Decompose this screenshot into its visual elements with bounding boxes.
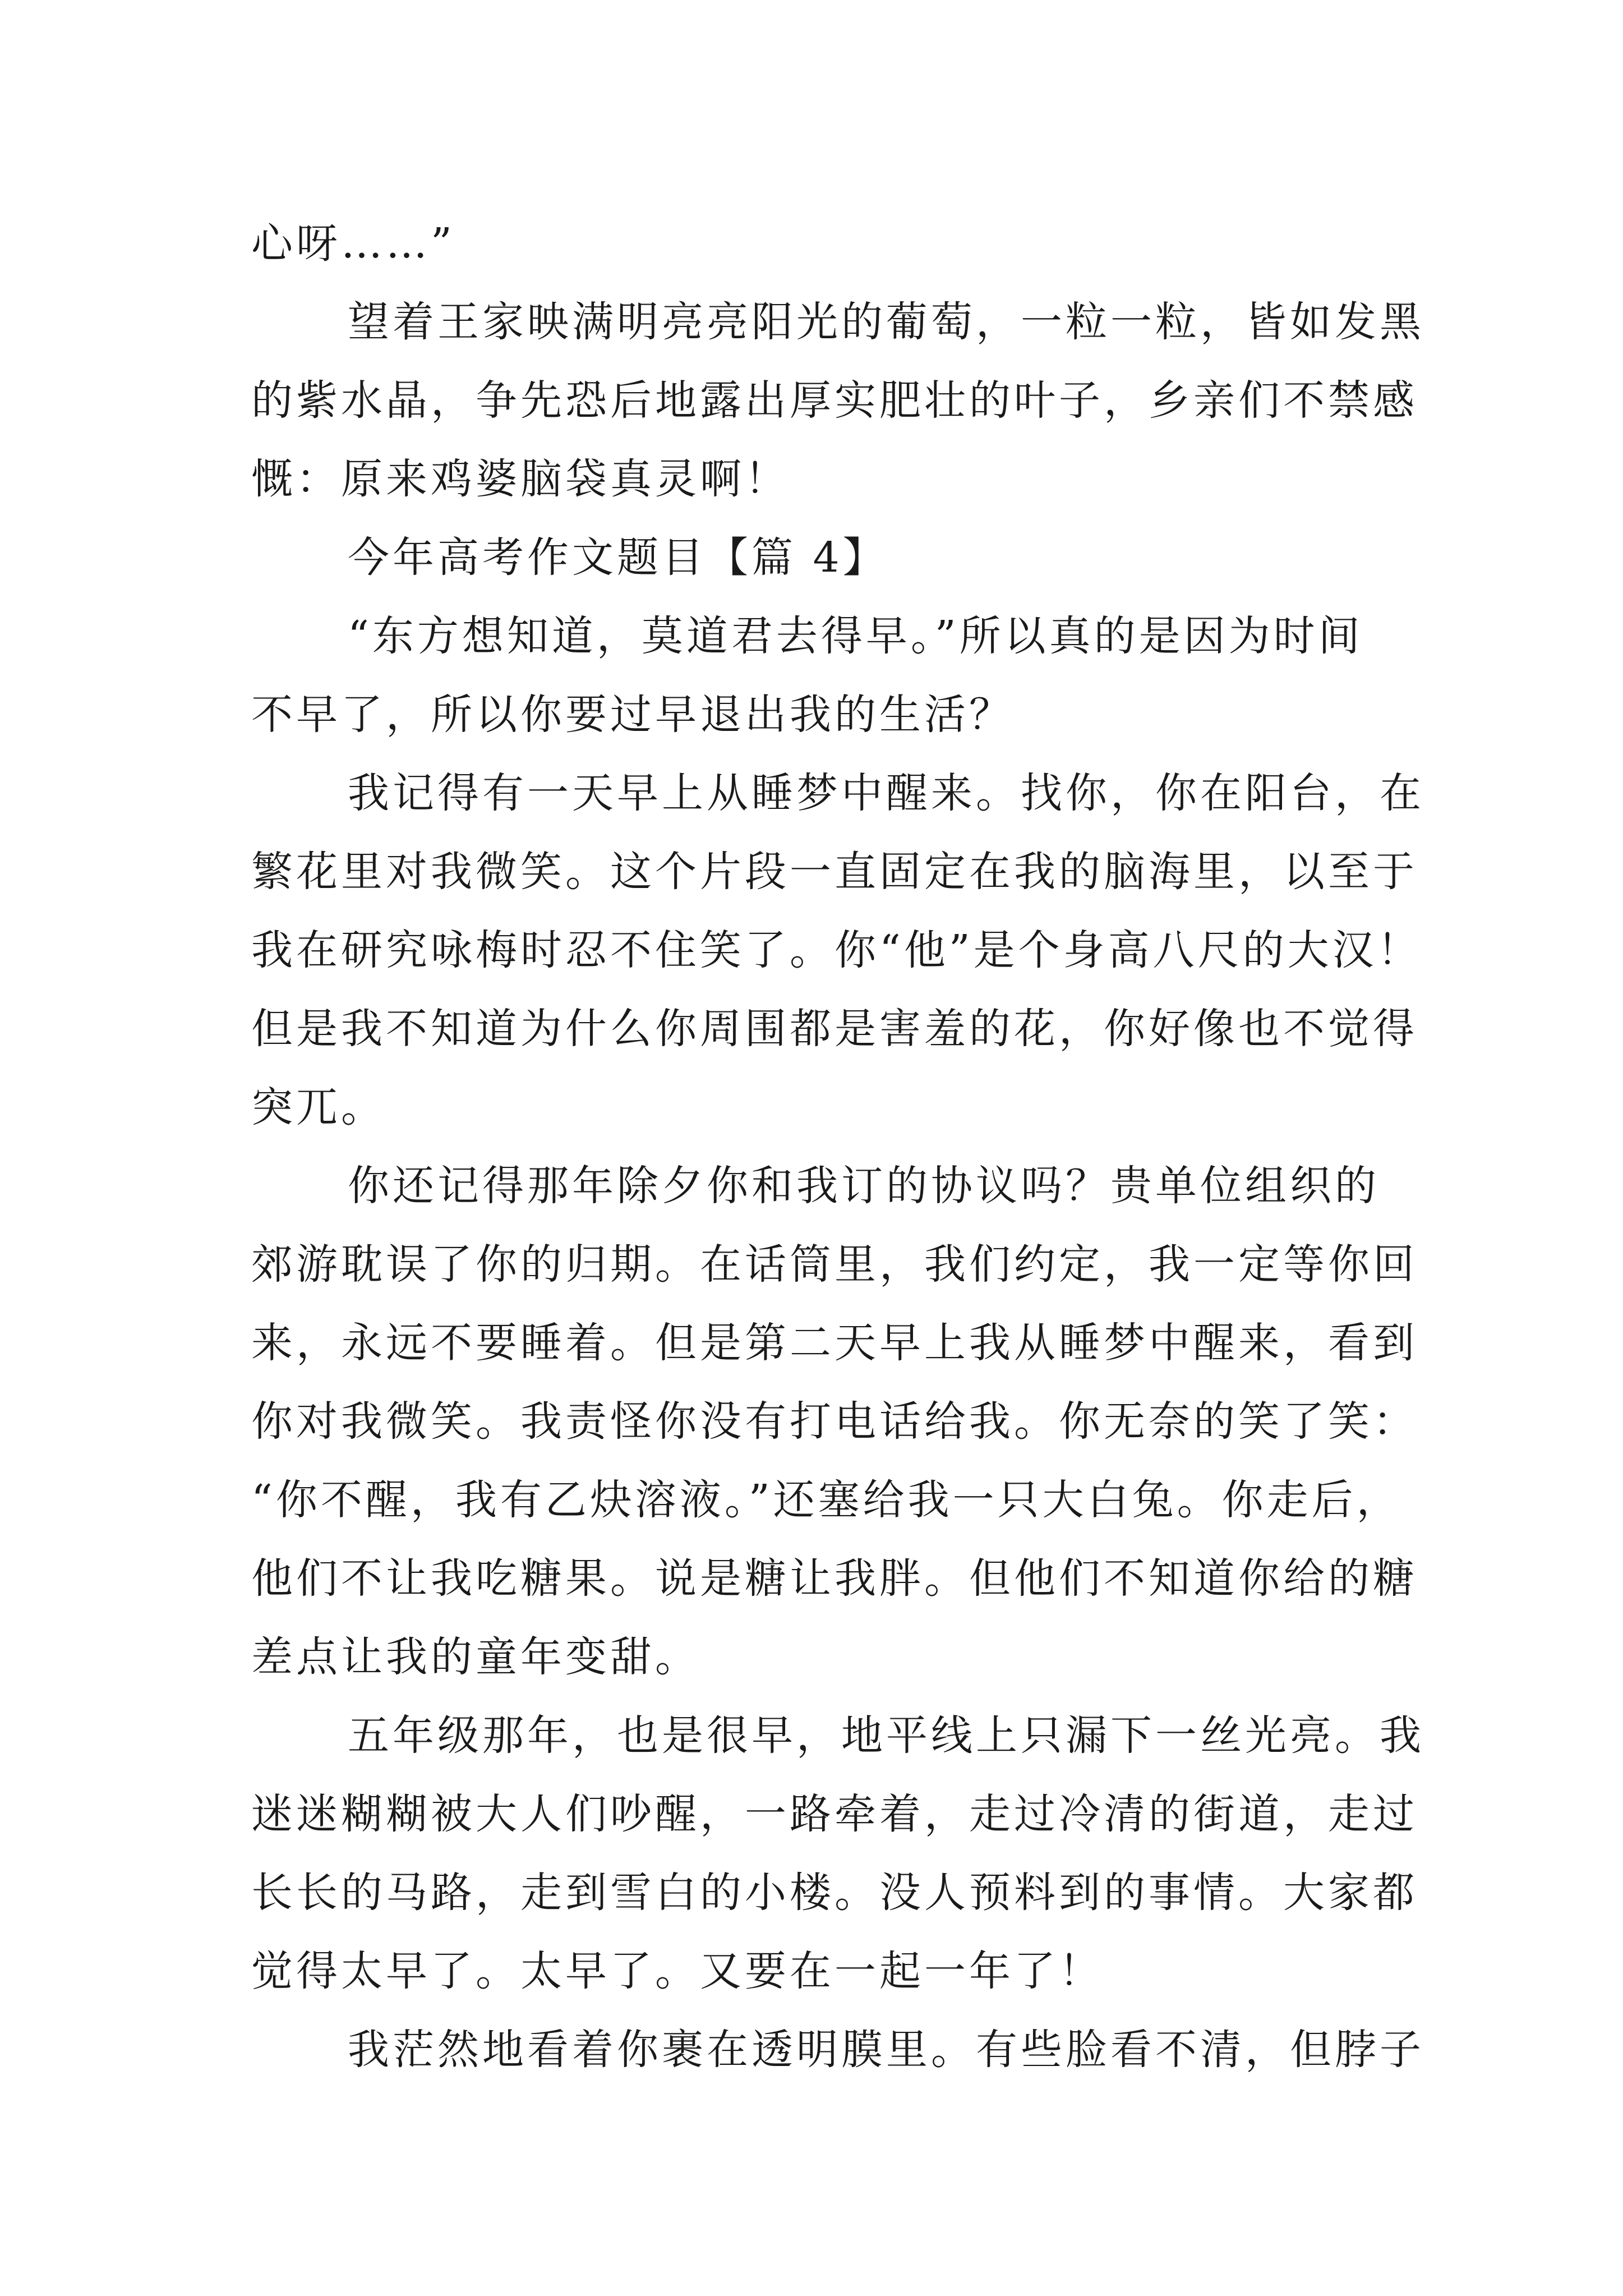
text-line: 他们不让我吃糖果。说是糖让我胖。但他们不知道你给的糖	[251, 1554, 1418, 1603]
text-line: “你不醒，我有乙炔溶液。”还塞给我一只大白兔。你走后，	[251, 1476, 1401, 1524]
text-line: 望着王家映满明亮亮阳光的葡萄，一粒一粒，皆如发黑	[348, 298, 1424, 346]
text-line: 我茫然地看着你裹在透明膜里。有些脸看不清，但脖子	[348, 2026, 1424, 2074]
text-line: 来，永远不要睡着。但是第二天早上我从睡梦中醒来，看到	[251, 1319, 1418, 1367]
text-line: 你还记得那年除夕你和我订的协议吗？贵单位组织的	[348, 1162, 1380, 1210]
text-line: 迷迷糊糊被大人们吵醒，一路牵着，走过冷清的街道，走过	[251, 1790, 1418, 1838]
text-line: 觉得太早了。太早了。又要在一起一年了！	[251, 1947, 1104, 1995]
text-line: 我在研究咏梅时忍不住笑了。你“他”是个身高八尺的大汉！	[251, 926, 1422, 974]
section-heading: 今年高考作文题目【篇 4】	[348, 533, 888, 582]
text-line: 不早了，所以你要过早退出我的生活？	[251, 691, 1014, 739]
text-line: 慨：原来鸡婆脑袋真灵啊！	[251, 455, 790, 503]
text-line: 我记得有一天早上从睡梦中醒来。找你，你在阳台，在	[348, 769, 1424, 817]
text-line: 的紫水晶，争先恐后地露出厚实肥壮的叶子，乡亲们不禁感	[251, 376, 1418, 425]
text-line: 心呀……”	[251, 219, 455, 268]
text-line: 郊游耽误了你的归期。在话筒里，我们约定，我一定等你回	[251, 1240, 1418, 1289]
text-line: 繁花里对我微笑。这个片段一直固定在我的脑海里，以至于	[251, 848, 1418, 896]
text-line: 但是我不知道为什么你周围都是害羞的花，你好像也不觉得	[251, 1005, 1418, 1053]
text-line: 差点让我的童年变甜。	[251, 1633, 700, 1681]
text-line: 你对我微笑。我责怪你没有打电话给我。你无奈的笑了笑：	[251, 1397, 1418, 1446]
text-line: 突兀。	[251, 1083, 386, 1131]
text-line: 长长的马路，走到雪白的小楼。没人预料到的事情。大家都	[251, 1869, 1418, 1917]
text-line: “东方想知道，莫道君去得早。”所以真的是因为时间	[348, 612, 1363, 660]
text-line: 五年级那年，也是很早，地平线上只漏下一丝光亮。我	[348, 1711, 1424, 1760]
